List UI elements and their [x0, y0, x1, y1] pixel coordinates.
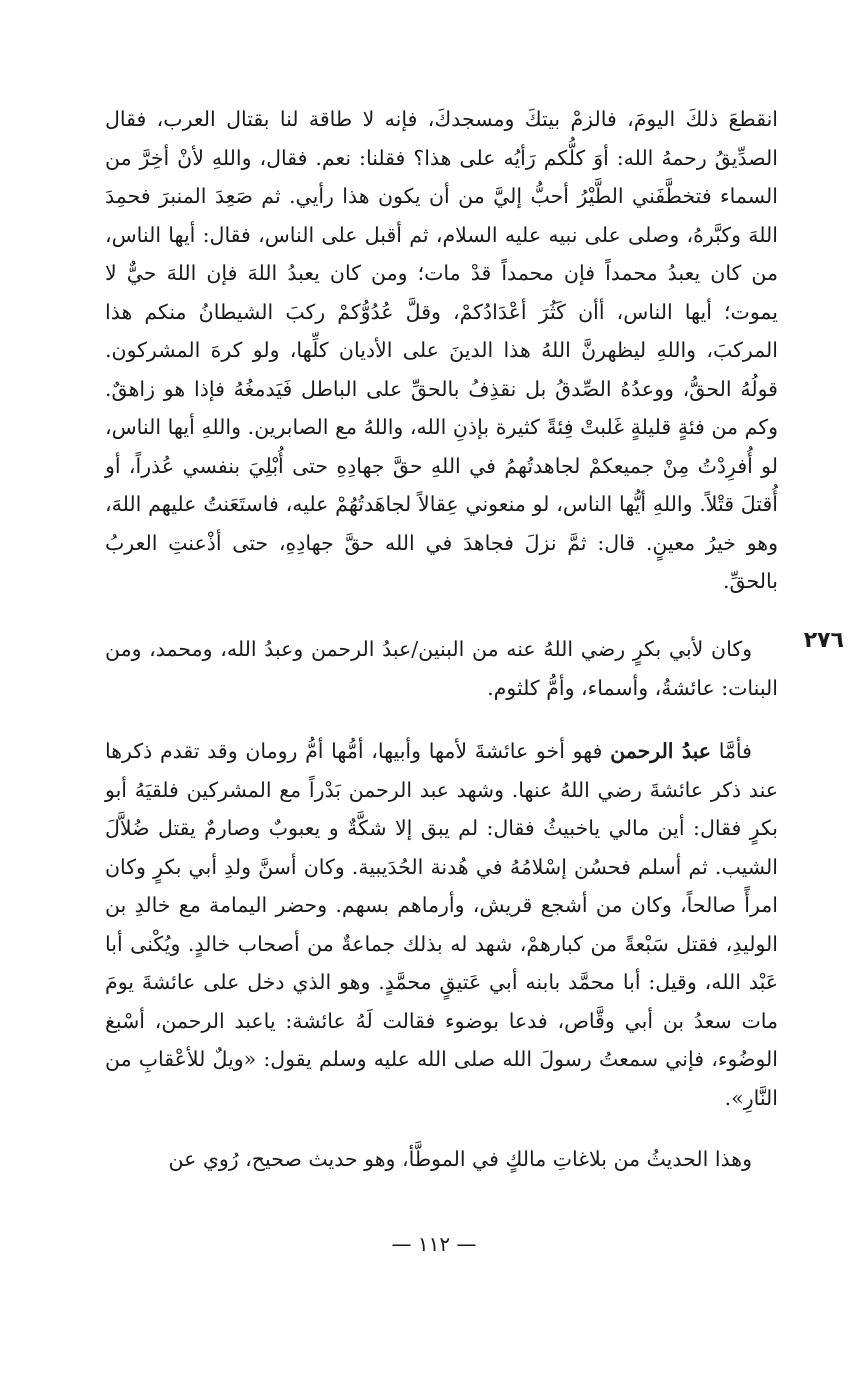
page-number: — ١١٢ — [391, 1232, 477, 1256]
bold-name-abdurrahman: عبدُ الرحمن [610, 739, 711, 763]
paragraph-children: وكان لأبي بكرٍ رضي اللهُ عنه من البنين/عبدُ الرحمن وعبدُ الله، ومحمد، ومن البنات: عائشةُ، وأسماء، وأمُّ كلثوم. [105, 637, 778, 700]
text-block-children [105, 630, 778, 707]
text-block-abu-bakr-speech [105, 100, 778, 601]
paragraph-abdurrahman [105, 732, 778, 1117]
paragraph-speech: انقطعَ ذلكَ اليومَ، فالزمْ بيتكَ ومسجدكَ، فإنه لا طاقة لنا بقتال العرب، فقال الصدِّيقُ رحمهُ الله: أوَ كلُّكم رَأيُه على هذا؟ فقلنا: نعم. فقال، واللهِ لأنْ أخِرَّ من السماء فتخطَّفَني الطَّيْرُ أحبُّ إليَّ من أن يكون هذا رأيي. ثم صَعِدَ المنبرَ فحمِدَ اللهَ وكبَّرهُ، وصلى على نبيه عليه السلام، ثم أقبل على الناس، فقال: أيها الناس، من كان يعبدُ محمداً فإن محمداً قدْ مات؛ ومن كان يعبدُ اللهَ فإن اللهَ حيٌّ لا يموت؛ أيها الناس، أأن كَثُرَ أعْدَادُكمْ، وقلَّ عُدُوُّكمْ ركبَ الشيطانُ منكم هذا المركبَ، واللهِ ليظهرنَّ اللهُ هذا الدينَ على الأديان كلِّها، ولو كرهَ المشركون. قولُهُ الحقُّ، ووعدُهُ الصِّدقُ بل نقذِفُ بالحقِّ على الباطل فَيَدمغُهُ فإذا هو زاهقٌ. وكم من فئةٍ قليلةٍ غَلبتْ فِئةً كثيرة بإذنِ الله، واللهُ مع الصابرين. واللهِ أيها الناس، لو أُفرِدْتُ مِنْ جميعكمْ لجاهدتُهمُ في اللهِ حقَّ جهادِهِ حتى أُبْلِيَ بنفسي عُذراً، أو أُقتلَ قتْلاً. واللهِ أيُّها الناس، لو منعوني عِقالاً لجاهَدتُهُمْ عليه، فاستَعَنتُ عليهم اللهَ، وهو خيرُ معينٍ. قال: ثمَّ نزلَ فجاهدَ في الله حقَّ جهادِهِ، حتى أذْعنتِ العربُ بالحقِّ. [105, 107, 778, 593]
section-number: ٢٧٦ [803, 628, 844, 653]
paragraph-lead-word: فأمَّا [718, 739, 752, 763]
text-block-hadith [105, 1140, 778, 1179]
paragraph-hadith: وهذا الحديثُ من بلاغاتِ مالكٍ في الموطَّأ، وهو حديث صحيح، رُوي عن [168, 1147, 752, 1171]
paragraph-abdurrahman-body: فهو أخو عائشةَ لأمها وأبيها، أمُّها أمُّ رومان وقد تقدم ذكرها عند ذكر عائشةَ رضي اللهُ عنها. وشهد عبد الرحمن بَدْراً مع المشركين فلقيَهُ أبو بكرٍ فقال: أين مالي ياخبيثُ فقال: لم يبق إلا شكَّةٌ و يعبوبٌ وصارمٌ يقتل ضُلاَّلَ الشيب. ثم أسلم فحسُن إسْلامُهُ في هُدنة الحُدَيبية. وكان أسنَّ ولدِ أبي بكرٍ وكان امرأً صالحاً، وكان من أشجع قريش، وأرماهم بسهم. وحضر اليمامة مع خالدِ بن الوليدِ، فقتل سَبْعةً من كبارهمْ، شهد له بذلك جماعةٌ من أصحاب خالدٍ. ويُكْنى أبا عَبْد الله، وقيل: أبا محمَّد بابنه أبي عَتيقٍ محمَّدٍ. وهو الذي دخل على عائشةَ يومَ مات سعدُ بن أبي وقَّاص، فدعا بوضوء فقالت لَهُ عائشة: ياعبد الرحمن، أسْبغ الوضُوء، فإني سمعتُ رسولَ الله صلى الله عليه وسلم يقول: «ويلٌ للأعْقابِ من النَّارِ». [105, 739, 778, 1110]
text-block-abdurrahman [105, 732, 778, 1117]
